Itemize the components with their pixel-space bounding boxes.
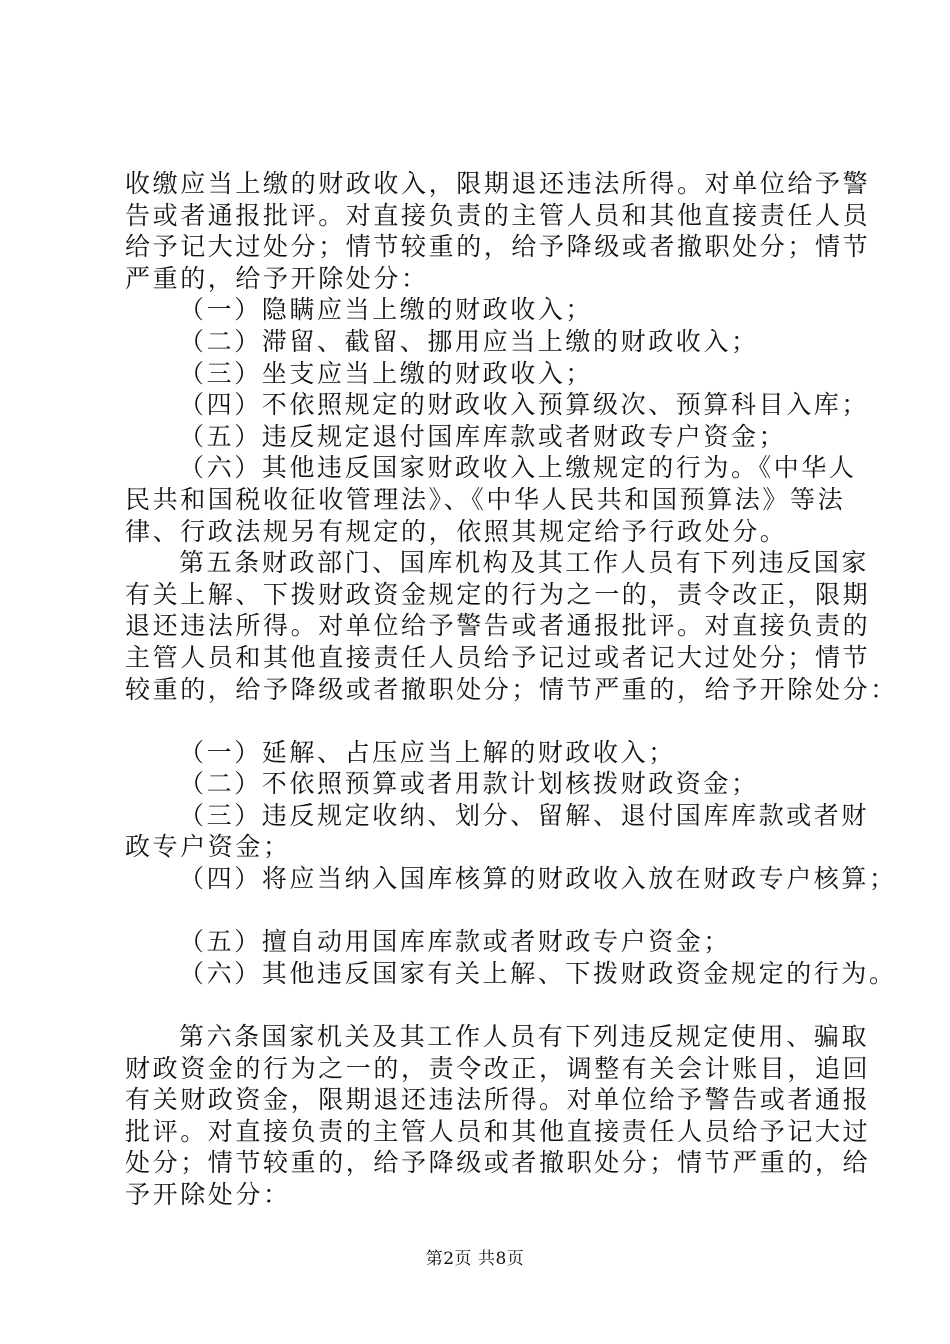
list-item: （六）其他违反国家有关上解、下拨财政资金规定的行为。 <box>179 958 897 988</box>
text-line: 财政资金的行为之一的，责令改正，调整有关会计账目，追回 <box>125 1053 871 1083</box>
list-item: （五）擅自动用国库库款或者财政专户资金； <box>179 927 732 957</box>
text-line: 严重的，给予开除处分： <box>125 263 429 293</box>
text-line: 批评。对直接负责的主管人员和其他直接责任人员给予记大过 <box>125 1116 871 1146</box>
list-item: （六）其他违反国家财政收入上缴规定的行为。《中华人 <box>179 453 857 483</box>
text-line: 较重的，给予降级或者撤职处分；情节严重的，给予开除处分： <box>125 674 898 704</box>
text-line: 退还违法所得。对单位给予警告或者通报批评。对直接负责的 <box>125 611 871 641</box>
text-line: 给予记大过处分；情节较重的，给予降级或者撤职处分；情节 <box>125 232 871 262</box>
text-line: 收缴应当上缴的财政收入，限期退还违法所得。对单位给予警 <box>125 169 871 198</box>
blank-line <box>125 705 845 737</box>
list-item: （四）不依照规定的财政收入预算级次、预算科目入库； <box>179 390 870 420</box>
article-6-start: 第六条国家机关及其工作人员有下列违反规定使用、骗取 <box>179 1022 870 1052</box>
list-item: （五）违反规定退付国库库款或者财政专户资金； <box>179 421 787 451</box>
list-item: （一）延解、占压应当上解的财政收入； <box>179 737 676 767</box>
list-item: （一）隐瞒应当上缴的财政收入； <box>179 295 594 325</box>
list-item: （二）滞留、截留、挪用应当上缴的财政收入； <box>179 326 759 356</box>
list-item: （四）将应当纳入国库核算的财政收入放在财政专户核算； <box>179 864 897 894</box>
blank-line <box>125 989 845 1021</box>
text-line: 有关财政资金，限期退还违法所得。对单位给予警告或者通报 <box>125 1085 871 1115</box>
document-body <box>125 168 898 1211</box>
page-footer: 第2页 共8页 <box>425 1249 525 1269</box>
text-line: 予开除处分： <box>125 1180 291 1209</box>
text-line: 律、行政法规另有规定的，依照其规定给予行政处分。 <box>125 516 788 546</box>
text-line: 民共和国税收征收管理法》、《中华人民共和国预算法》等法 <box>125 484 846 514</box>
text-line: 告或者通报批评。对直接负责的主管人员和其他直接责任人员 <box>125 200 871 230</box>
text-line: 处分；情节较重的，给予降级或者撤职处分；情节严重的，给 <box>125 1148 871 1178</box>
list-item: （三）违反规定收纳、划分、留解、退付国库库款或者财 <box>179 800 870 830</box>
list-item: （三）坐支应当上缴的财政收入； <box>179 358 594 388</box>
text-line: 有关上解、下拨财政资金规定的行为之一的，责令改正，限期 <box>125 579 871 609</box>
blank-line <box>125 895 845 927</box>
list-item: （二）不依照预算或者用款计划核拨财政资金； <box>179 769 759 799</box>
text-line: 主管人员和其他直接责任人员给予记过或者记大过处分；情节 <box>125 642 871 672</box>
article-5-start: 第五条财政部门、国库机构及其工作人员有下列违反国家 <box>179 548 870 578</box>
text-line: 政专户资金； <box>125 832 291 862</box>
